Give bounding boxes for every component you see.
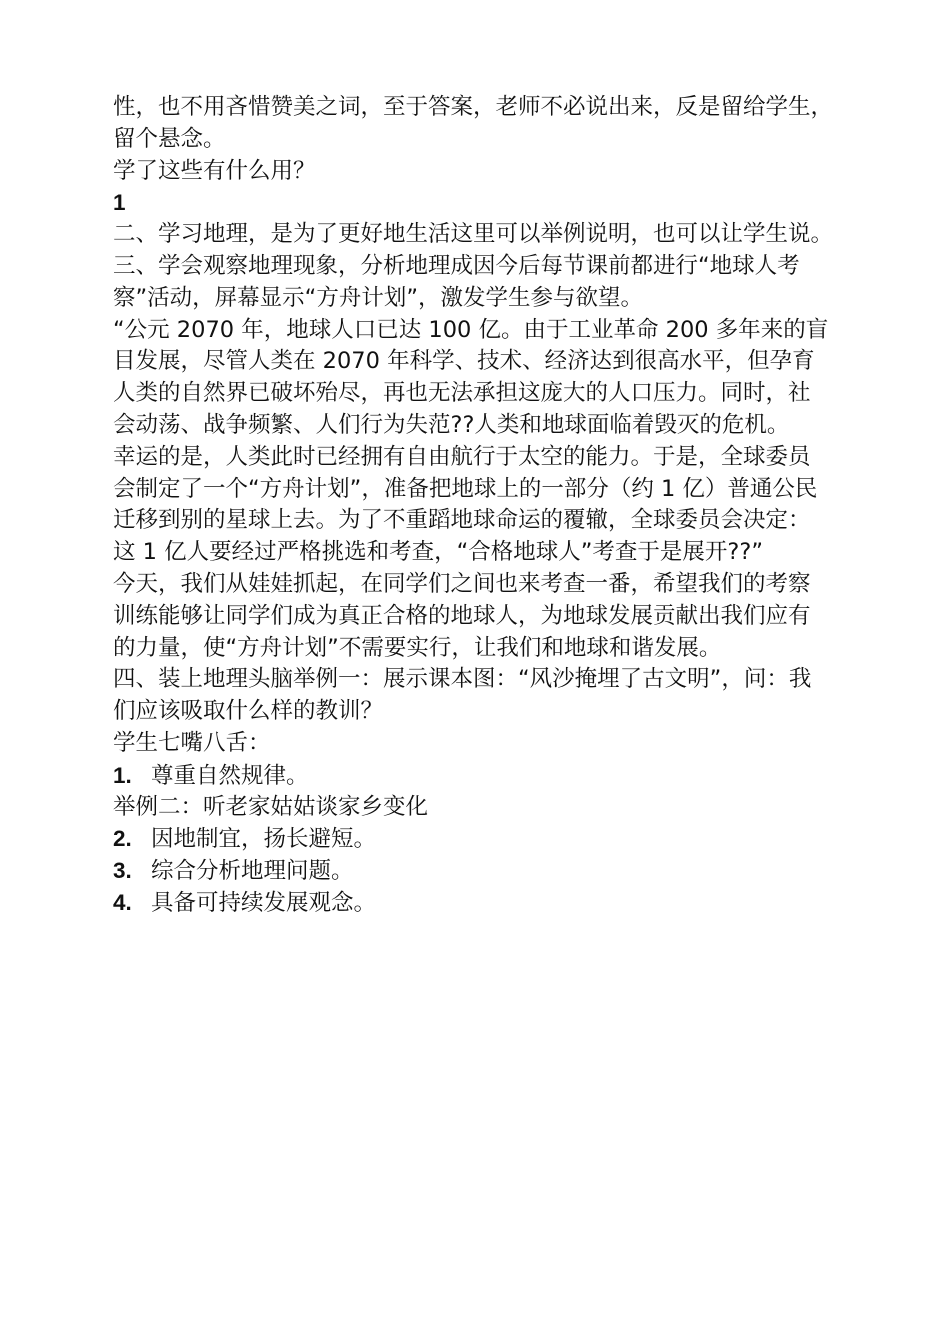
text-line: 会动荡、战争频繁、人们行为失范??人类和地球面临着毁灭的危机。 bbox=[113, 411, 790, 438]
list-number: 1. bbox=[113, 762, 132, 788]
list-text: 因地制宜，扬长避短。 bbox=[151, 826, 377, 853]
text-line: 二、学习地理，是为了更好地生活这里可以举例说明，也可以让学生说。 bbox=[113, 221, 834, 248]
number-label: 1 bbox=[113, 190, 126, 216]
text-line: 三、学会观察地理现象，分析地理成因今后每节课前都进行“地球人考 bbox=[113, 252, 800, 279]
text-line: 会制定了一个“方舟计划”，准备把地球上的一部分（约 1 亿）普通公民 bbox=[113, 475, 818, 502]
list-text: 具备可持续发展观念。 bbox=[151, 889, 377, 916]
list-item bbox=[113, 887, 873, 919]
text-line: “公元 2070 年，地球人口已达 100 亿。由于工业革命 200 多年来的盲 bbox=[113, 316, 829, 343]
text-line: 幸运的是，人类此时已经拥有自由航行于太空的能力。于是，全球委员 bbox=[113, 443, 811, 470]
text-line: 迁移到别的星球上去。为了不重蹈地球命运的覆辙，全球委员会决定： bbox=[113, 507, 811, 534]
text-line: 性，也不用吝惜赞美之词，至于答案，老师不必说出来，反是留给学生， bbox=[113, 94, 834, 120]
text-line: 训练能够让同学们成为真正合格的地球人，为地球发展贡献出我们应有 bbox=[113, 602, 811, 629]
list-number: 4. bbox=[113, 889, 132, 915]
text-line: 今天，我们从娃娃抓起，在同学们之间也来考查一番，希望我们的考察 bbox=[113, 570, 811, 597]
list-number: 2. bbox=[113, 826, 132, 852]
list-text: 尊重自然规律。 bbox=[151, 762, 309, 789]
list-number: 3. bbox=[113, 858, 132, 884]
text-line: 举例二：听老家姑姑谈家乡变化 bbox=[113, 793, 429, 820]
text-line: 这 1 亿人要经过严格挑选和考查，“合格地球人”考查于是展开??” bbox=[113, 539, 763, 566]
list-item bbox=[113, 855, 873, 887]
section-number bbox=[113, 187, 873, 219]
text-line: 四、装上地理头脑举例一：展示课本图：“风沙掩埋了古文明”，问：我 bbox=[113, 666, 812, 693]
text-line: 目发展，尽管人类在 2070 年科学、技术、经济达到很高水平，但孕育 bbox=[113, 348, 815, 375]
text-line: 们应该吸取什么样的教训？ bbox=[113, 698, 384, 725]
list-item bbox=[113, 823, 873, 855]
text-line: 学生七嘴八舌： bbox=[113, 729, 271, 756]
text-line: 的力量，使“方舟计划”不需要实行，让我们和地球和谐发展。 bbox=[113, 634, 722, 661]
list-item bbox=[113, 760, 873, 792]
text-line: 留个悬念。 bbox=[113, 125, 226, 152]
list-text: 综合分析地理问题。 bbox=[151, 858, 354, 885]
text-line: 察”活动，屏幕显示“方舟计划”，激发学生参与欲望。 bbox=[113, 284, 643, 311]
document-page bbox=[113, 92, 873, 919]
section-question: 学了这些有什么用？ bbox=[113, 157, 316, 184]
text-line: 人类的自然界已破坏殆尽，再也无法承担这庞大的人口压力。同时，社 bbox=[113, 380, 811, 407]
